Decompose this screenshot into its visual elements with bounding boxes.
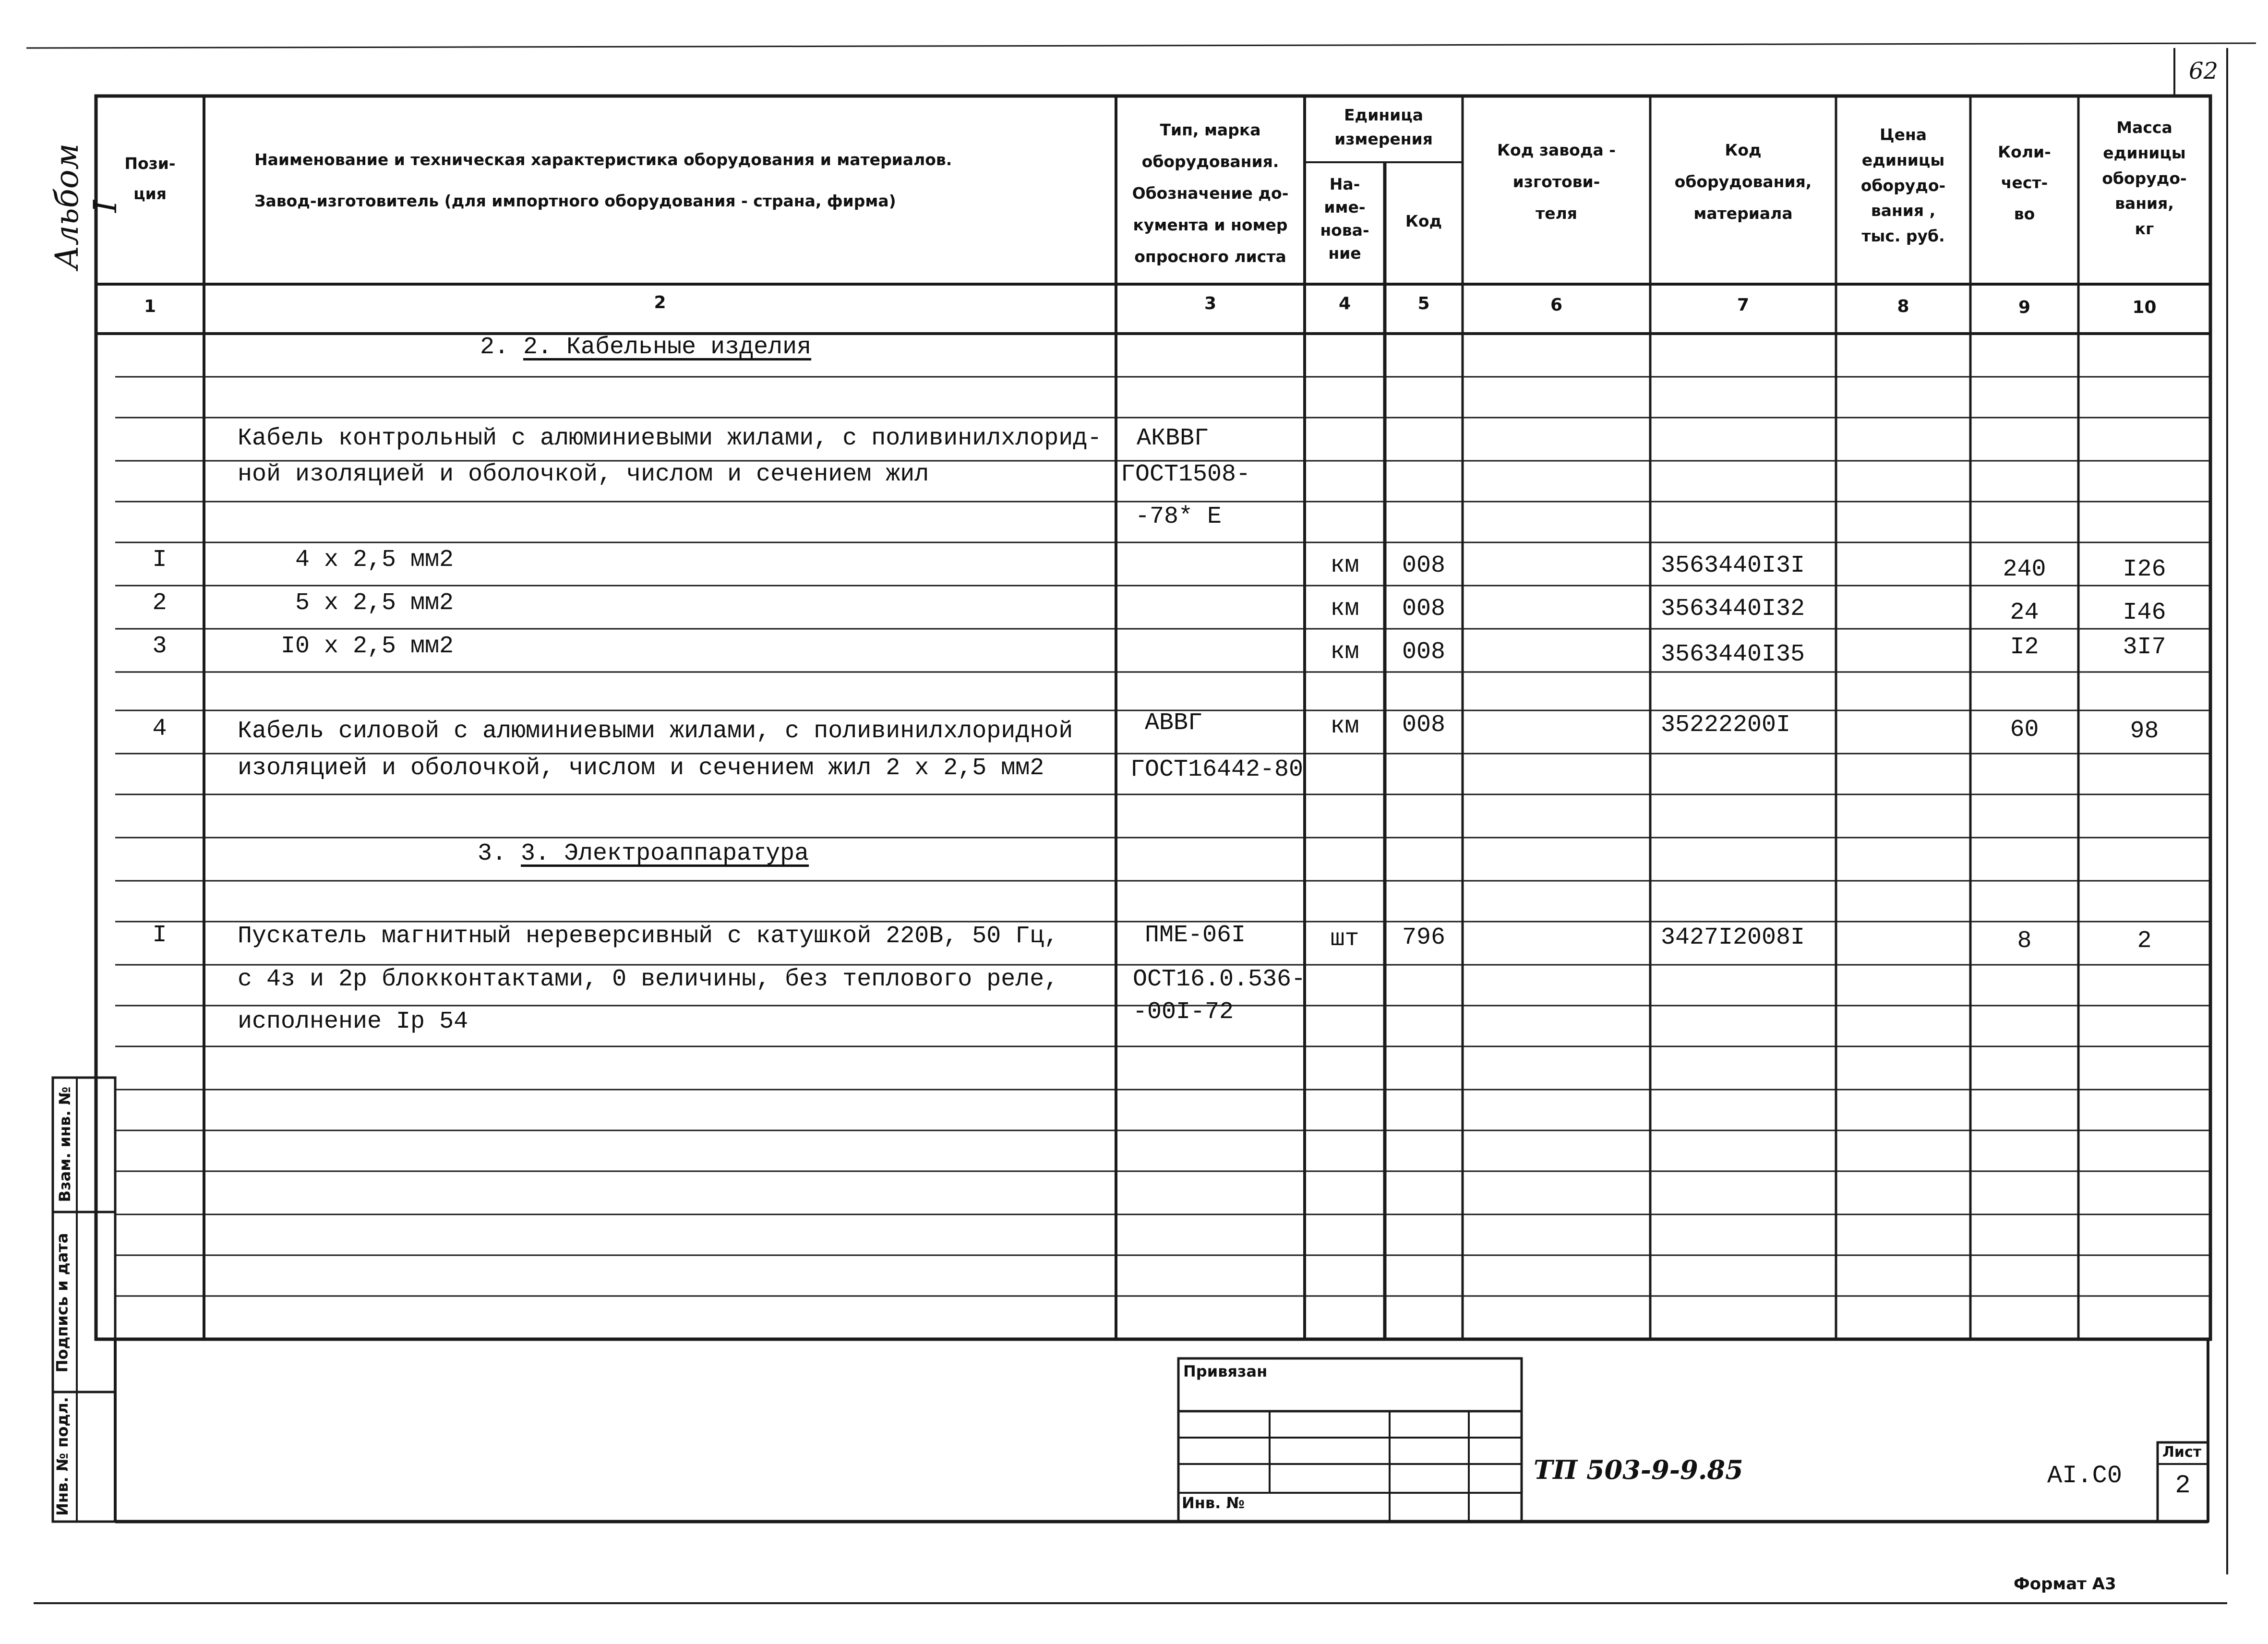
header-text: измерения [1334,129,1433,148]
stamp-inv-number: Инв. № [1182,1494,1245,1512]
column-number: 1 [144,297,156,316]
header-text: Наименование и техническая характеристика оборудования и материалов. [254,150,952,169]
row-mass: 3I7 [2123,634,2166,661]
row-unit: км [1330,638,1359,666]
row-unit-code: 796 [1402,924,1445,951]
row-unit-code: 008 [1402,552,1445,579]
header-col-unit-code: Код [1405,212,1442,230]
section-title [480,334,811,361]
header-col-equipment-code [1650,134,1836,229]
section-name: 3. Электроаппаратура [521,840,809,867]
row-type: АВВГ [1145,709,1203,737]
header-text: чест- [2001,173,2048,192]
header-text: Код завода - [1497,141,1616,159]
row-mass: I26 [2123,556,2166,583]
column-number: 4 [1338,294,1351,313]
row-unit: км [1330,595,1359,623]
document-code: ТП 503-9-9.85 [1534,1454,1743,1485]
header-text: Единица [1344,106,1423,124]
header-text: единицы [2103,143,2186,162]
row-quantity: 240 [2003,556,2046,583]
row-name: Кабель контрольный с алюминиевыми жилами, с поливинилхлорид- [238,425,1102,452]
header-col-mass [2078,115,2210,242]
header-col-position [96,149,204,209]
row-mass: 98 [2130,718,2159,745]
row-position: I [152,546,167,574]
header-text: тыс. руб. [1861,227,1945,246]
row-name: ной изоляцией и оболочкой, числом и сечением жил [238,461,929,488]
side-label-replace-inv: Взам. инв. № [56,1086,74,1202]
stamp-privyazan: Привязан [1183,1362,1268,1380]
row-type: ПМЕ-06I [1145,922,1246,949]
row-name: 5 х 2,5 мм2 [295,589,454,617]
header-text: вания, [2115,194,2174,213]
row-equipment-code: 3563440I32 [1661,595,1805,623]
header-col-quantity [1970,137,2078,229]
column-number: 7 [1737,295,1750,315]
column-number: 5 [1417,294,1430,313]
header-text: ция [133,184,167,203]
row-name: с 4з и 2р блокконтактами, 0 величины, без теплового реле, [238,966,1059,993]
row-position: 2 [152,589,167,617]
row-quantity: 24 [2010,599,2039,626]
header-text: оборудо- [1860,176,1946,195]
sheet-label: Лист [2162,1444,2202,1461]
row-name: I0 х 2,5 мм2 [281,633,454,660]
header-text: Завод-изготовитель (для импортного оборудования - страна, фирма) [254,191,896,210]
row-name: Пускатель магнитный нереверсивный с катушкой 220В, 50 Гц, [238,923,1059,950]
row-position: 3 [152,633,167,660]
header-col-price [1836,122,1970,249]
header-text: материала [1693,204,1793,223]
header-text: теля [1536,204,1577,223]
header-text: Тип, марка [1160,120,1261,139]
header-text: оборудования. [1141,152,1279,171]
row-equipment-code: 35222200I [1661,711,1791,739]
page-number: 62 [2189,58,2219,84]
column-number: 6 [1550,295,1563,315]
column-number: 8 [1897,297,1909,316]
header-text: Обозначение до- [1132,184,1289,203]
header-col-type [1116,114,1305,273]
header-text: Пози- [124,154,176,173]
section-number: 3. [478,840,521,867]
row-unit: км [1330,713,1359,740]
column-number: 9 [2018,298,2031,317]
section-number: 2. [480,334,524,361]
row-quantity: 8 [2017,927,2032,955]
sheet-code: AI.C0 [2047,1462,2123,1490]
row-equipment-code: 3563440I3I [1661,552,1805,579]
row-name: 4 х 2,5 мм2 [295,546,454,574]
header-col-unit-name [1305,173,1385,264]
section-name: 2. Кабельные изделия [523,334,812,361]
column-number: 10 [2132,298,2157,317]
header-text: изготови- [1512,172,1600,191]
header-text: оборудования, [1674,172,1812,191]
row-mass: 2 [2137,927,2152,955]
row-type: ОСТ16.0.536- [1133,966,1306,993]
row-unit-code: 008 [1402,711,1445,739]
side-label-inv-original: Инв. № подл. [53,1397,72,1516]
sheet-number: 2 [2175,1471,2191,1500]
header-text: единицы [1861,150,1945,169]
header-text: Коли- [1998,143,2051,161]
row-position: 4 [152,715,167,743]
row-unit-code: 008 [1402,638,1445,666]
header-col-name [204,139,1166,222]
column-number: 2 [654,293,666,312]
header-text: оборудо- [2102,168,2187,188]
row-quantity: 60 [2010,716,2039,744]
header-text: опросного листа [1134,247,1286,266]
section-title [478,840,809,867]
row-equipment-code: 3563440I35 [1661,641,1805,668]
row-name: изоляцией и оболочкой, числом и сечением жил 2 х 2,5 мм2 [238,755,1044,782]
header-text: На- [1329,175,1360,193]
row-type: АКВВГ [1137,425,1209,452]
row-equipment-code: 3427I2008I [1661,924,1805,951]
row-type: -78* Е [1135,503,1222,530]
paper-format: Формат А3 [2014,1574,2116,1594]
header-col-factory-code [1463,134,1650,229]
row-type: ГОСТ1508- [1121,461,1251,488]
row-name: исполнение Iр 54 [238,1008,468,1035]
header-text: име- [1324,197,1366,216]
column-number: 3 [1204,294,1217,313]
header-text: во [2014,204,2035,223]
side-label-signature-date: Подпись и дата [53,1233,72,1373]
row-type: ГОСТ16442-80 [1130,756,1304,783]
header-unit-group [1305,103,1463,151]
row-unit: шт [1330,925,1359,953]
row-position: I [152,922,167,949]
row-type: -00I-72 [1133,998,1234,1026]
row-unit: км [1330,552,1359,579]
header-text: Цена [1879,125,1927,144]
row-quantity: I2 [2010,634,2039,661]
header-text: кг [2135,219,2154,239]
row-name: Кабель силовой с алюминиевыми жилами, с поливинилхлоридной [238,718,1073,745]
album-label: Альбом I [48,143,124,270]
header-text: ние [1328,243,1361,263]
header-text: вания , [1871,201,1936,220]
row-mass: I46 [2123,599,2166,626]
header-text: Код [1725,141,1762,159]
header-text: кумента и номер [1133,216,1288,234]
header-text: нова- [1320,220,1369,240]
header-text: Масса [2116,118,2172,137]
row-unit-code: 008 [1402,595,1445,623]
